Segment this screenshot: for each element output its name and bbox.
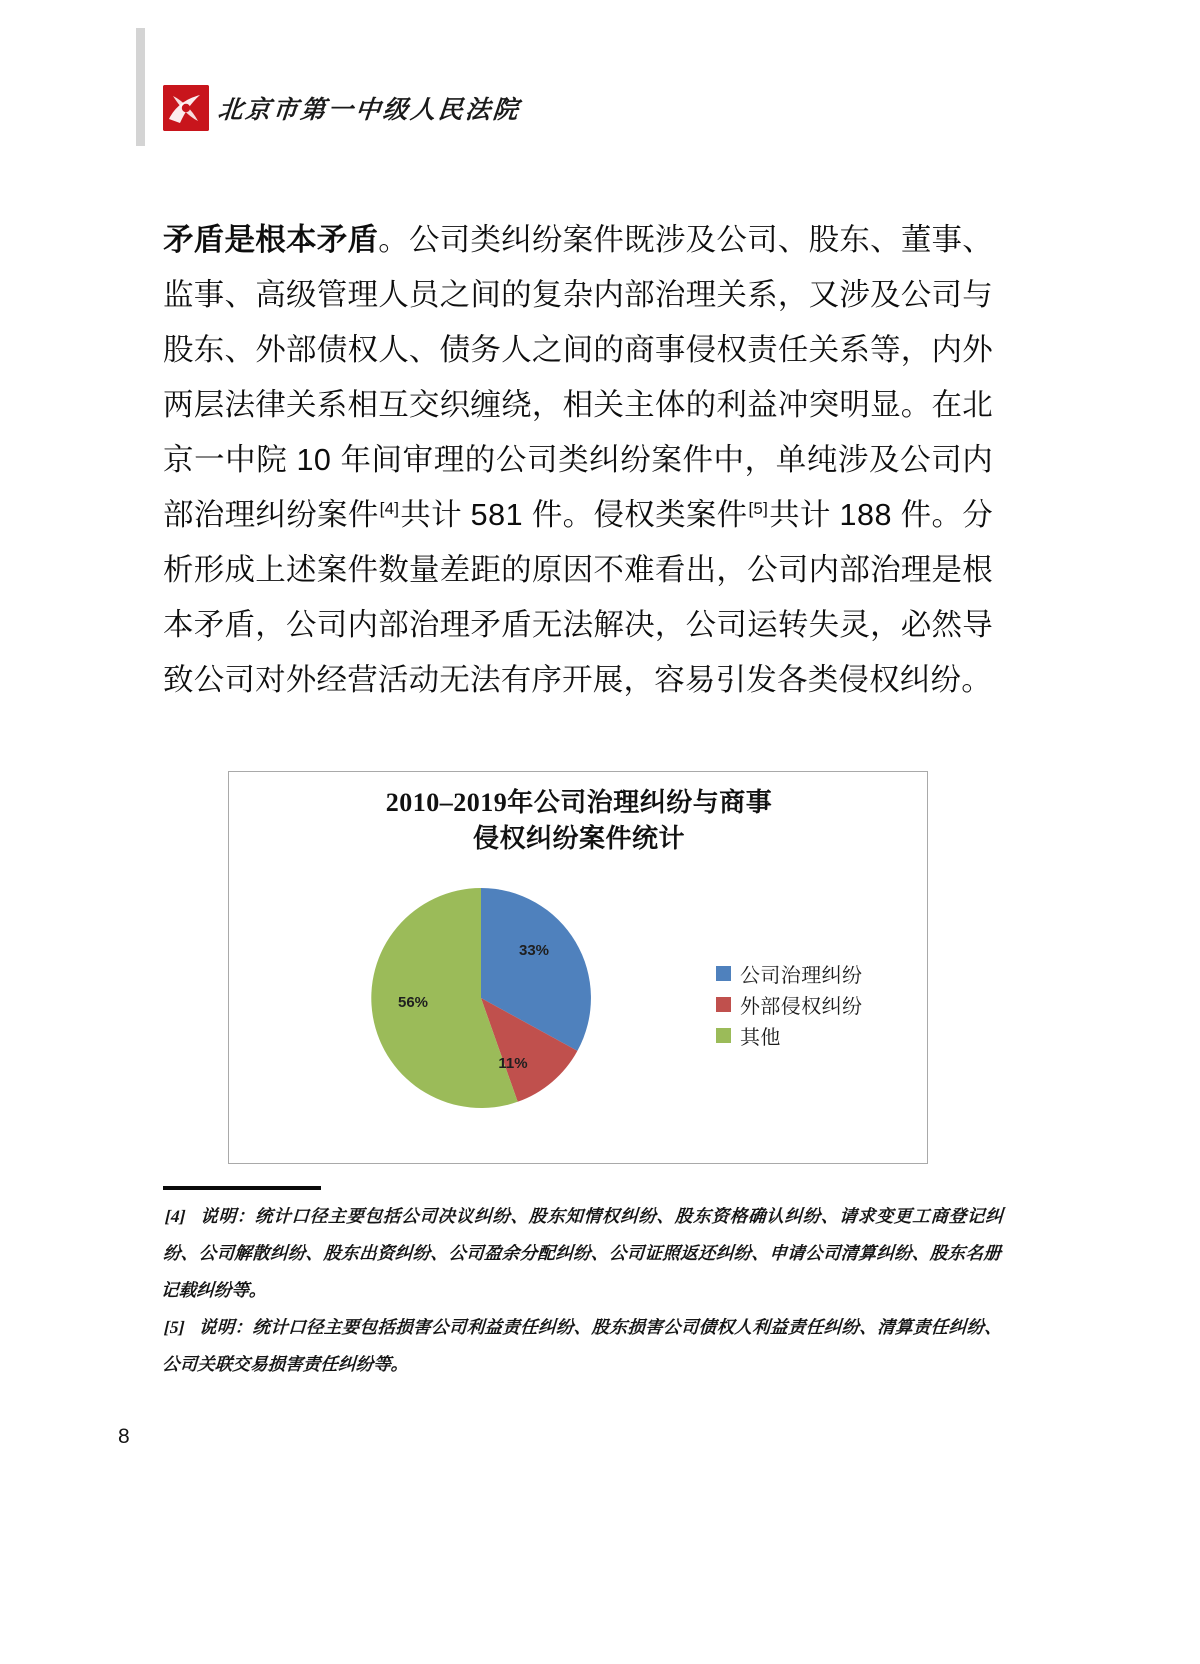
footnote-5-text: 说明：统计口径主要包括损害公司利益责任纠纷、股东损害公司债权人利益责任纠纷、清算责任纠纷、公司关联交易损害责任纠纷等。 xyxy=(161,1317,1003,1374)
main-paragraph xyxy=(163,213,993,708)
legend-swatch-green xyxy=(716,1028,731,1043)
header-accent-bar xyxy=(136,28,145,146)
court-name-text: 北京市第一中级人民法院 xyxy=(216,97,522,124)
pie-label-governance: 33% xyxy=(518,941,550,959)
body-text-block xyxy=(163,213,993,708)
footnote-ref-4[interactable]: [4] xyxy=(379,498,400,518)
court-logo xyxy=(163,85,521,131)
paragraph-part-6: 件。分析形成上述案件数量差距的原因不难看出，公司内部治理是根本矛盾，公司内部治理矛盾无法解决，公司运转失灵，必然导致公司对外经营活动无法有序开展，容易引发各类侵权纠纷。 xyxy=(163,498,993,697)
paragraph-lead-in: 矛盾是根本矛盾 xyxy=(163,223,379,257)
footnote-block xyxy=(160,1198,1004,1383)
page-header xyxy=(0,28,1200,146)
chart-title xyxy=(229,785,929,857)
footnote-4-text: 说明：统计口径主要包括公司决议纠纷、股东知情权纠纷、股东资格确认纠纷、请求变更工商登记纠纷、公司解散纠纷、股东出资纠纷、公司盈余分配纠纷、公司证照返还纠纷、申请公司清算纠纷、股东名册记载纠纷等。 xyxy=(160,1206,1004,1300)
pie-label-other: 56% xyxy=(397,993,429,1011)
legend-item-other[interactable] xyxy=(716,1020,916,1051)
legend-swatch-red xyxy=(716,997,731,1012)
pie-chart-graphic xyxy=(371,888,591,1108)
pie-chart-figure xyxy=(228,771,928,1164)
court-emblem-icon xyxy=(163,85,209,131)
paragraph-part-3: 共计 xyxy=(400,498,471,532)
legend-label-other: 其他 xyxy=(740,1027,781,1049)
chart-legend xyxy=(716,958,916,1051)
legend-label-governance: 公司治理纠纷 xyxy=(740,965,863,987)
pie-label-tort: 11% xyxy=(498,1054,528,1072)
footnote-ref-5[interactable]: [5] xyxy=(748,498,769,518)
footnote-5-marker: [5] xyxy=(163,1317,186,1337)
tort-cases-value: 188 xyxy=(839,498,892,532)
legend-swatch-blue xyxy=(716,966,731,981)
page-number: 8 xyxy=(118,1425,130,1448)
footnote-4 xyxy=(160,1198,1004,1309)
legend-item-tort[interactable] xyxy=(716,989,916,1020)
chart-title-line-1: 2010–2019年公司治理纠纷与商事 xyxy=(385,788,773,817)
footnote-4-marker: [4] xyxy=(164,1206,187,1226)
legend-label-tort: 外部侵权纠纷 xyxy=(740,996,863,1018)
paragraph-part-1: 。公司类纠纷案件既涉及公司、股东、董事、监事、高级管理人员之间的复杂内部治理关系，又涉及公司与股东、外部债权人、债务人之间的商事侵权责任关系等，内外两层法律关系相互交织缠绕，相关主体的利益冲突明显。在北京一中院 xyxy=(163,223,994,477)
paragraph-part-4: 件。侵权类案件 xyxy=(523,498,748,532)
governance-cases-value: 581 xyxy=(470,498,524,532)
chart-title-line-2: 侵权纠纷案件统计 xyxy=(472,824,685,853)
years-value: 10 xyxy=(296,443,332,477)
paragraph-part-5: 共计 xyxy=(769,498,840,532)
footnote-5 xyxy=(161,1309,1003,1383)
paragraph-part-2: 年间审理的公司类纠纷案件中，单纯涉及公司内部治理纠纷案件 xyxy=(163,443,993,532)
legend-item-governance[interactable] xyxy=(716,958,916,989)
footnote-separator xyxy=(163,1186,321,1190)
